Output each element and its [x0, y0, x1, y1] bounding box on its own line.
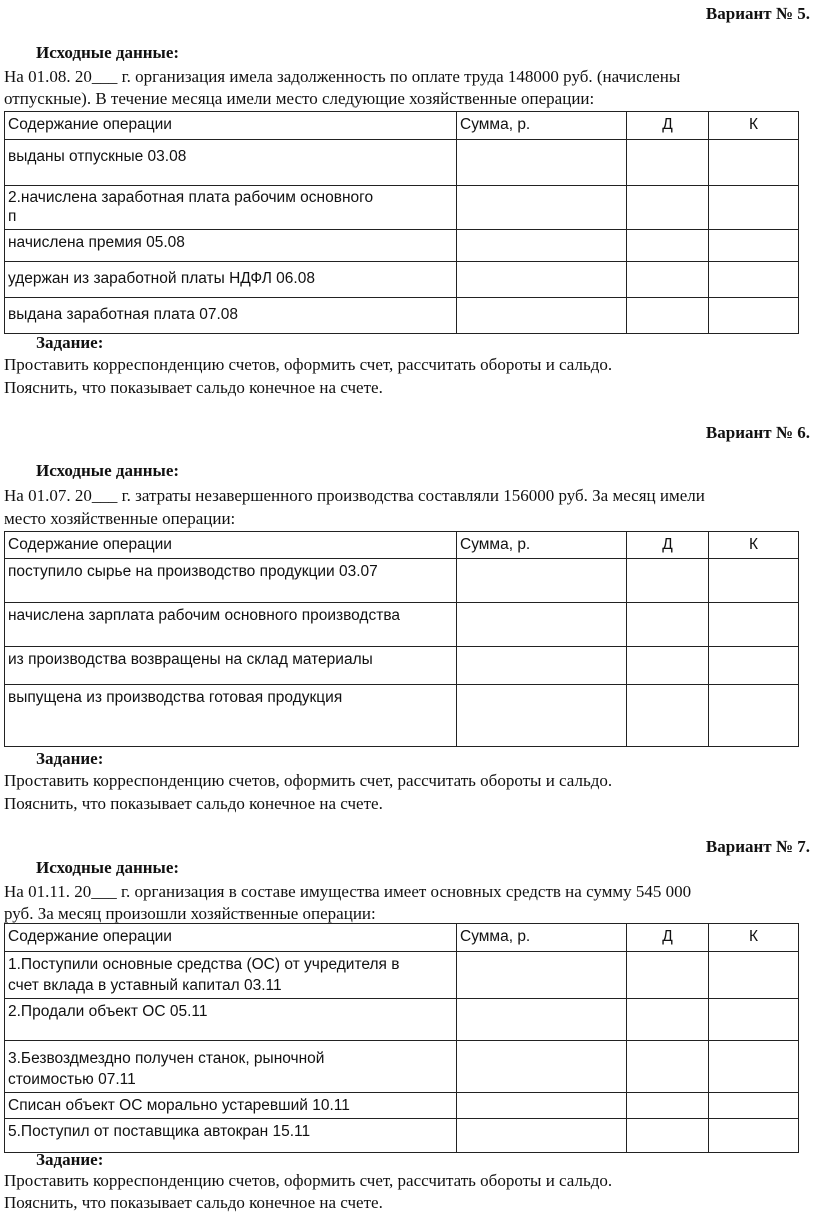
row-sum-cell[interactable]: [457, 999, 627, 1041]
row-debit-cell[interactable]: [627, 952, 709, 999]
variant-6-task-label: Задание:: [36, 749, 104, 768]
variant-7-task-label: Задание:: [36, 1150, 104, 1169]
header-debit: Д: [627, 532, 709, 559]
header-credit: К: [709, 112, 799, 140]
row-sum-cell[interactable]: [457, 1093, 627, 1119]
variant-5-task-label: Задание:: [36, 333, 104, 352]
table-row: [5, 230, 799, 262]
row-debit-cell[interactable]: [627, 186, 709, 230]
table-header-row: [5, 532, 799, 559]
table-row: [5, 186, 799, 230]
row-credit-cell[interactable]: [709, 647, 799, 685]
table-row: [5, 1041, 799, 1093]
row-sum-cell[interactable]: [457, 262, 627, 298]
variant-7-task-line1: Проставить корреспонденцию счетов, оформить счет, рассчитать обороты и сальдо.: [4, 1171, 613, 1190]
row-sum-cell[interactable]: [457, 1041, 627, 1093]
table-row: [5, 647, 799, 685]
variant-5-task-line2: Пояснить, что показывает сальдо конечное на счете.: [4, 378, 383, 397]
row-debit-cell[interactable]: [627, 1041, 709, 1093]
row-sum-cell[interactable]: [457, 140, 627, 186]
row-content: выданы отпускные 03.08: [5, 140, 457, 186]
row-debit-cell[interactable]: [627, 1093, 709, 1119]
row-credit-cell[interactable]: [709, 1119, 799, 1153]
table-row: [5, 685, 799, 747]
variant-6-task-line2: Пояснить, что показывает сальдо конечное на счете.: [4, 794, 383, 813]
row-sum-cell[interactable]: [457, 186, 627, 230]
variant-7-operations-table: [4, 923, 799, 1153]
variant-6-intro-line2: место хозяйственные операции:: [4, 509, 236, 528]
row-credit-cell[interactable]: [709, 1041, 799, 1093]
table-row: [5, 999, 799, 1041]
header-debit: Д: [627, 112, 709, 140]
row-content: поступило сырье на производство продукции 03.07: [5, 559, 457, 603]
row-content-line1: 1.Поступили основные средства (ОС) от учредителя в: [8, 956, 400, 973]
row-content: 2.Продали объект ОС 05.11: [5, 999, 457, 1041]
row-content-line2: стоимостью 07.11: [8, 1071, 136, 1088]
row-credit-cell[interactable]: [709, 685, 799, 747]
row-content: [5, 186, 457, 230]
variant-5-given-label: Исходные данные:: [36, 43, 180, 62]
row-debit-cell[interactable]: [627, 559, 709, 603]
variant-6-intro-line1: На 01.07. 20___ г. затраты незавершенного производства составляли 156000 руб. За месяц имели: [4, 486, 705, 505]
variant-7-title: Вариант № 7.: [705, 837, 810, 856]
table-row: [5, 603, 799, 647]
row-sum-cell[interactable]: [457, 230, 627, 262]
variant-6-operations-table: [4, 531, 799, 747]
table-row: [5, 1093, 799, 1119]
header-content: Содержание операции: [5, 924, 457, 952]
row-content-line1: 2.начислена заработная плата рабочим основного: [8, 189, 374, 206]
header-content: Содержание операции: [5, 532, 457, 559]
row-debit-cell[interactable]: [627, 685, 709, 747]
header-debit: Д: [627, 924, 709, 952]
row-sum-cell[interactable]: [457, 1119, 627, 1153]
header-sum: Сумма, р.: [457, 112, 627, 140]
row-content: начислена премия 05.08: [5, 230, 457, 262]
variant-7-intro-line1: На 01.11. 20___ г. организация в составе имущества имеет основных средств на сумму 545 000: [4, 882, 692, 901]
variant-5-title: Вариант № 5.: [705, 4, 810, 23]
row-credit-cell[interactable]: [709, 559, 799, 603]
row-sum-cell[interactable]: [457, 685, 627, 747]
variant-6-task-line1: Проставить корреспонденцию счетов, оформить счет, рассчитать обороты и сальдо.: [4, 771, 613, 790]
table-row: [5, 559, 799, 603]
variant-5-intro-line1: На 01.08. 20___ г. организация имела задолженность по оплате труда 148000 руб. (начислены: [4, 67, 681, 86]
table-row: [5, 1119, 799, 1153]
variant-5-task-line1: Проставить корреспонденцию счетов, оформить счет, рассчитать обороты и сальдо.: [4, 355, 613, 374]
row-debit-cell[interactable]: [627, 1119, 709, 1153]
variant-6-title: Вариант № 6.: [705, 423, 810, 442]
row-content-line1: 3.Безвоздмездно получен станок, рыночной: [8, 1050, 325, 1067]
row-content: выдана заработная плата 07.08: [5, 298, 457, 334]
header-sum: Сумма, р.: [457, 924, 627, 952]
row-sum-cell[interactable]: [457, 559, 627, 603]
row-debit-cell[interactable]: [627, 140, 709, 186]
row-credit-cell[interactable]: [709, 186, 799, 230]
row-sum-cell[interactable]: [457, 952, 627, 999]
table-row: [5, 952, 799, 999]
header-content: Содержание операции: [5, 112, 457, 140]
row-credit-cell[interactable]: [709, 603, 799, 647]
row-sum-cell[interactable]: [457, 647, 627, 685]
row-debit-cell[interactable]: [627, 603, 709, 647]
header-credit: К: [709, 532, 799, 559]
row-content: [5, 952, 457, 999]
variant-7-intro-line2: руб. За месяц произошли хозяйственные операции:: [4, 904, 376, 923]
variant-6-given-label: Исходные данные:: [36, 461, 180, 480]
row-content: Списан объект ОС морально устаревший 10.11: [5, 1093, 457, 1119]
row-sum-cell[interactable]: [457, 298, 627, 334]
row-credit-cell[interactable]: [709, 1093, 799, 1119]
row-content: начислена зарплата рабочим основного производства: [5, 603, 457, 647]
table-row: [5, 262, 799, 298]
variant-5-operations-table: [4, 111, 799, 334]
row-sum-cell[interactable]: [457, 603, 627, 647]
variant-5-intro-line2: отпускные). В течение месяца имели место следующие хозяйственные операции:: [4, 89, 595, 108]
table-row: [5, 140, 799, 186]
row-content: выпущена из производства готовая продукция: [5, 685, 457, 747]
row-content: из производства возвращены на склад материалы: [5, 647, 457, 685]
row-credit-cell[interactable]: [709, 230, 799, 262]
row-content-line2: счет вклада в уставный капитал 03.11: [8, 977, 282, 994]
variant-7-task-line2: Пояснить, что показывает сальдо конечное на счете.: [4, 1193, 383, 1212]
row-debit-cell[interactable]: [627, 230, 709, 262]
row-debit-cell[interactable]: [627, 298, 709, 334]
row-content-line2: п: [8, 208, 17, 225]
table-row: [5, 298, 799, 334]
variant-7-given-label: Исходные данные:: [36, 858, 180, 877]
row-credit-cell[interactable]: [709, 999, 799, 1041]
row-debit-cell[interactable]: [627, 262, 709, 298]
row-credit-cell[interactable]: [709, 952, 799, 999]
row-content: [5, 1041, 457, 1093]
row-credit-cell[interactable]: [709, 298, 799, 334]
header-sum: Сумма, р.: [457, 532, 627, 559]
row-content: удержан из заработной платы НДФЛ 06.08: [5, 262, 457, 298]
row-credit-cell[interactable]: [709, 140, 799, 186]
row-debit-cell[interactable]: [627, 647, 709, 685]
row-credit-cell[interactable]: [709, 262, 799, 298]
header-credit: К: [709, 924, 799, 952]
table-header-row: [5, 112, 799, 140]
row-content: 5.Поступил от поставщика автокран 15.11: [5, 1119, 457, 1153]
row-debit-cell[interactable]: [627, 999, 709, 1041]
table-header-row: [5, 924, 799, 952]
